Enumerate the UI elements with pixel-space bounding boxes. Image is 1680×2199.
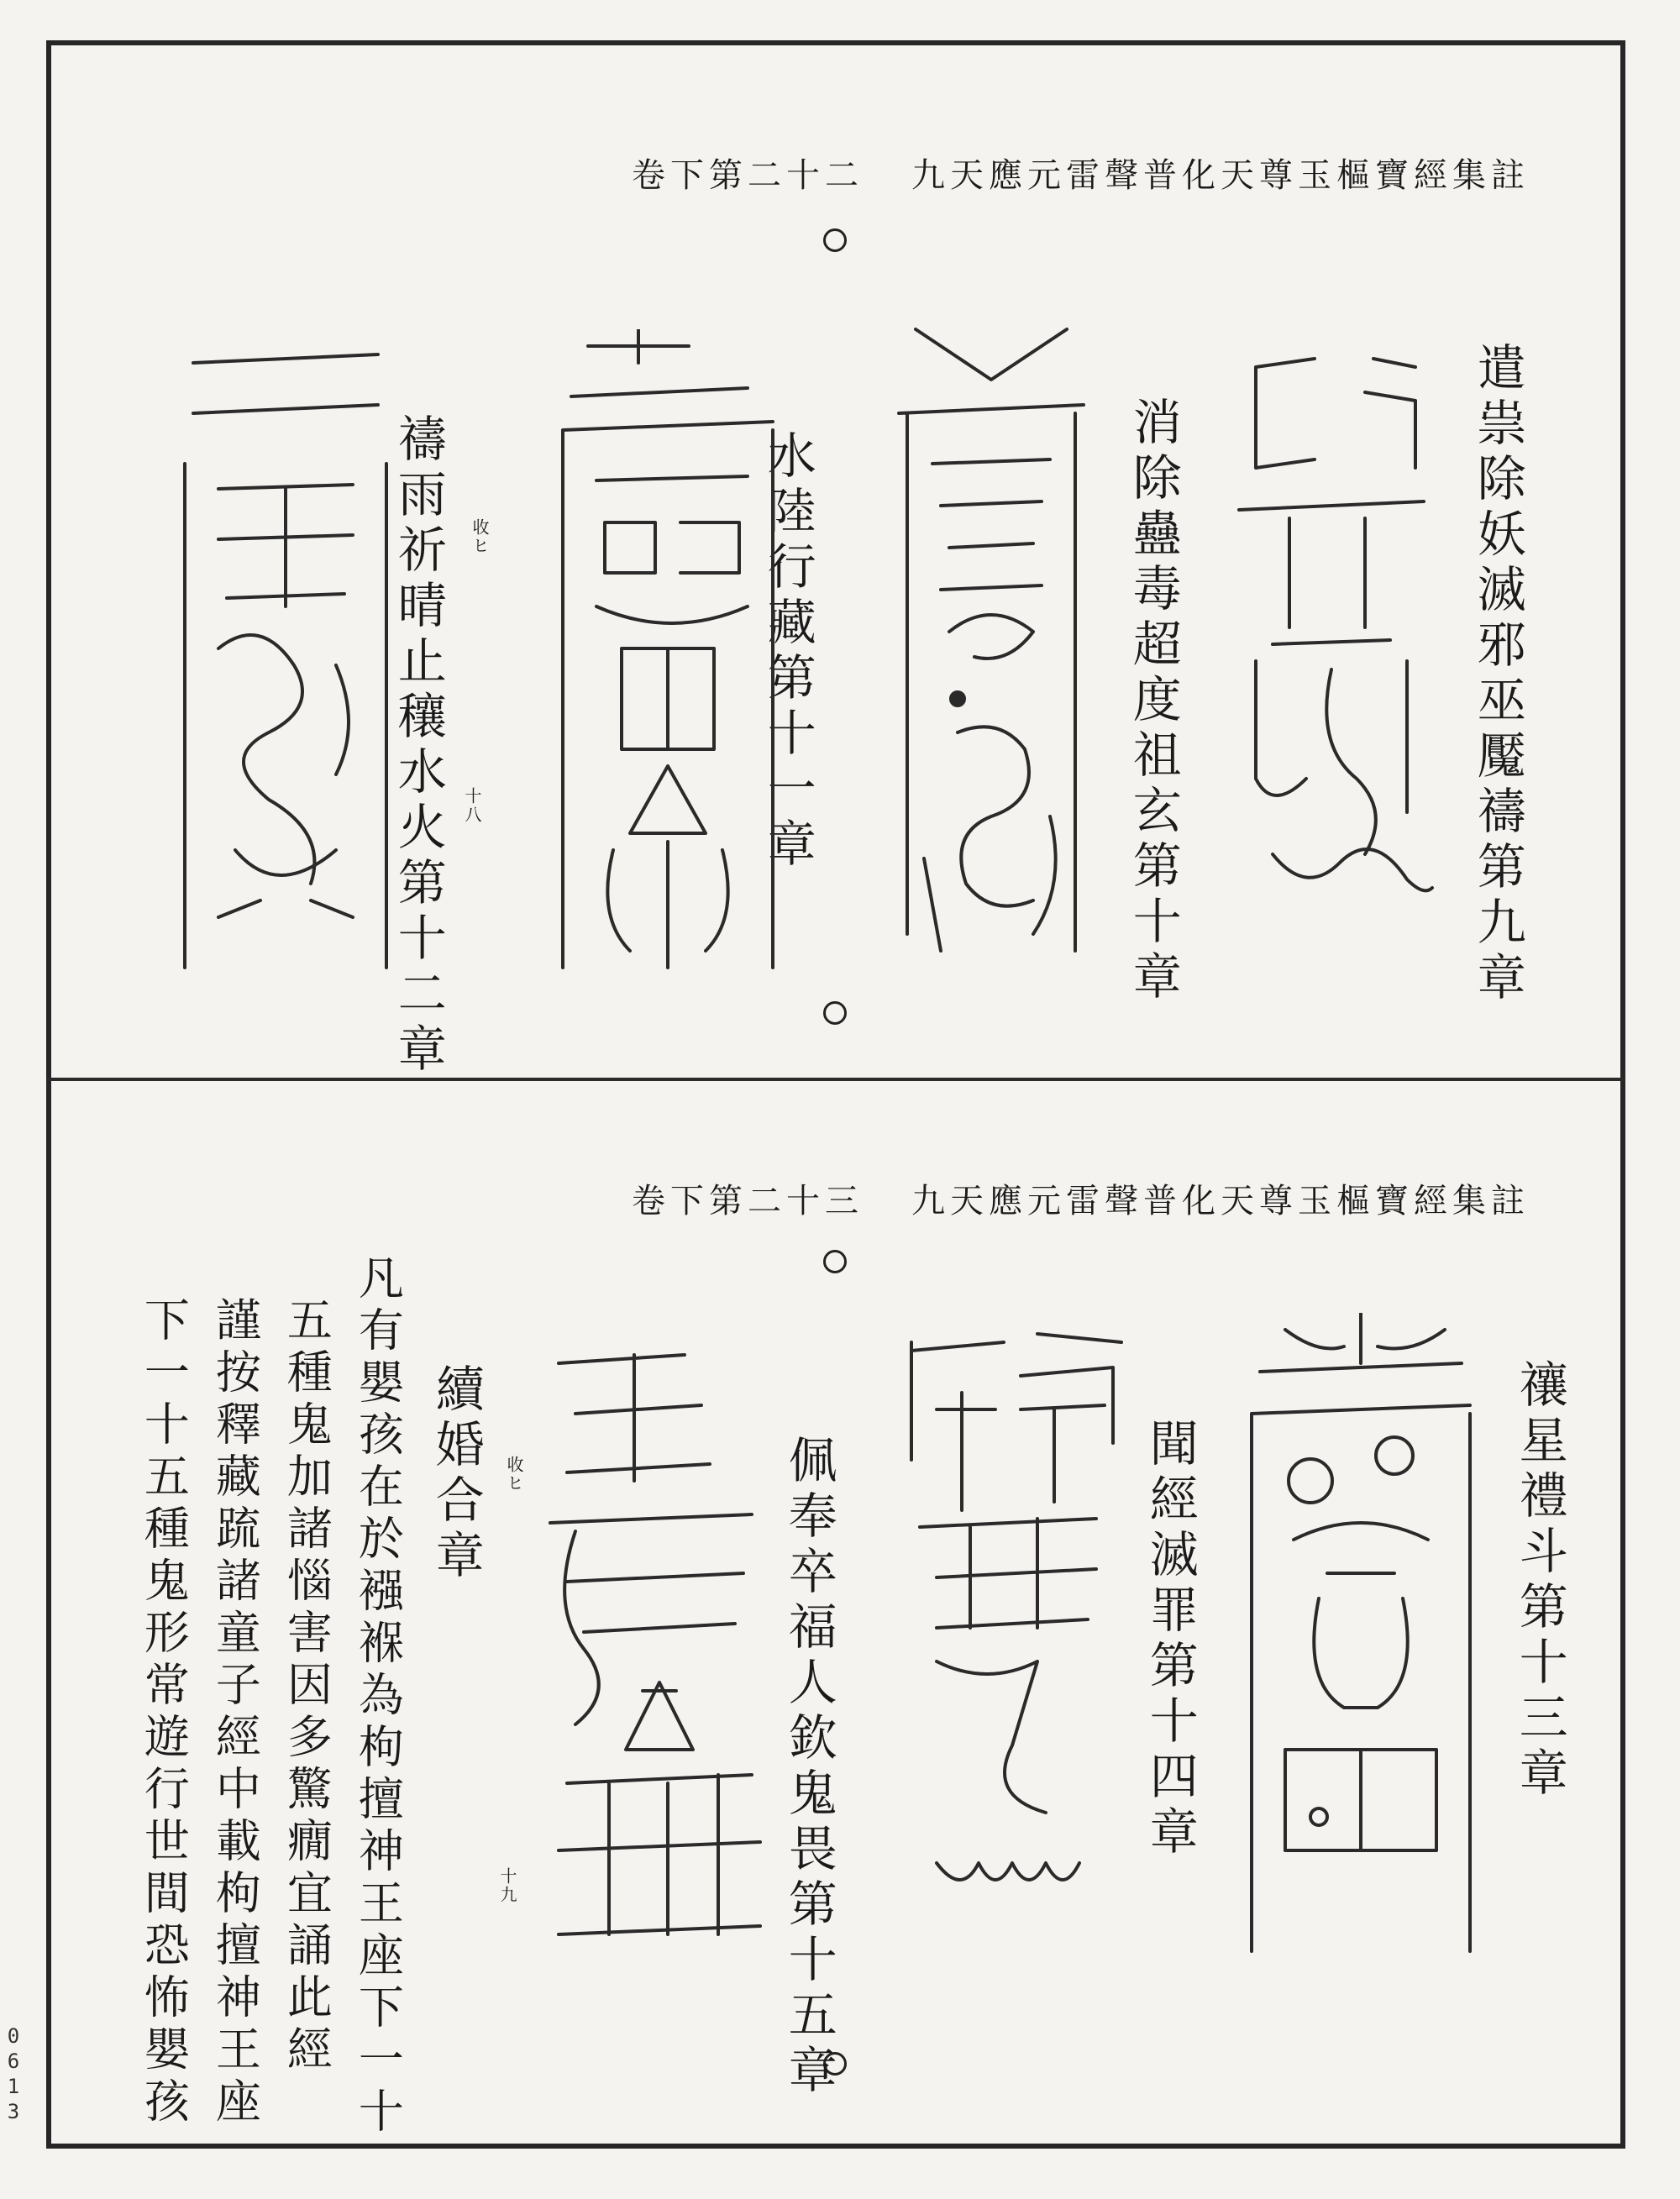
top-page-folio: 卷下第二十二 (632, 156, 864, 195)
talisman-icon (168, 329, 403, 984)
talisman-icon (1235, 1313, 1487, 1968)
bottom-page (59, 1086, 1613, 2138)
top-page-header: 九天應元雷聲普化天尊玉樞寶經集註 (911, 156, 1530, 195)
small-note: 十九 (497, 1867, 517, 1904)
bottom-page-header: 九天應元雷聲普化天尊玉樞寶經集註 (911, 1182, 1530, 1220)
chapter-title: 佩奉卒福人欽鬼畏第十五章 (780, 1435, 837, 2100)
margin-page-number: 0613 (2, 2024, 25, 2125)
commentary-line: 五種鬼加諸惱害因多驚癇宜誦此經 (280, 1296, 333, 2077)
circle-marker (823, 228, 847, 252)
circle-marker (823, 1250, 847, 1273)
commentary-line: 謹按釋藏䟽諸童子經中載枸擅神王座 (208, 1296, 262, 2129)
chapter-title: 遣祟除妖滅邪巫魘禱第九章 (1468, 342, 1526, 1007)
chapter-title: 聞經滅罪第十四章 (1141, 1418, 1199, 1861)
talisman-icon (546, 329, 790, 984)
commentary-line: 下一十五種鬼形常遊行世間恐怖嬰孩 (137, 1296, 191, 2129)
circle-marker (823, 1001, 847, 1025)
chapter-title: 禳星禮斗第十三章 (1510, 1359, 1568, 1803)
talisman-icon (533, 1330, 777, 1985)
bottom-page-folio: 卷下第二十三 (632, 1182, 864, 1220)
talisman-icon (886, 1309, 1138, 1964)
chapter-title: 續婚合章 (427, 1363, 485, 1585)
small-note: 十八 (462, 787, 482, 824)
talisman-icon (865, 312, 1117, 984)
chapter-title: 消除蠱毒超度祖玄第十章 (1124, 396, 1182, 1006)
small-note: 收ヒ (470, 518, 490, 555)
commentary-line: 凡有嬰孩在於襁褓為枸擅神王座下一十 (351, 1254, 405, 2139)
top-page (59, 52, 1613, 1081)
talisman-icon (1222, 308, 1441, 930)
small-note: 收ヒ (504, 1456, 524, 1493)
chapter-title: 禱雨祈晴止穰水火第十二章 (389, 413, 447, 1079)
chapter-title: 水陸行藏第十一章 (759, 430, 816, 874)
